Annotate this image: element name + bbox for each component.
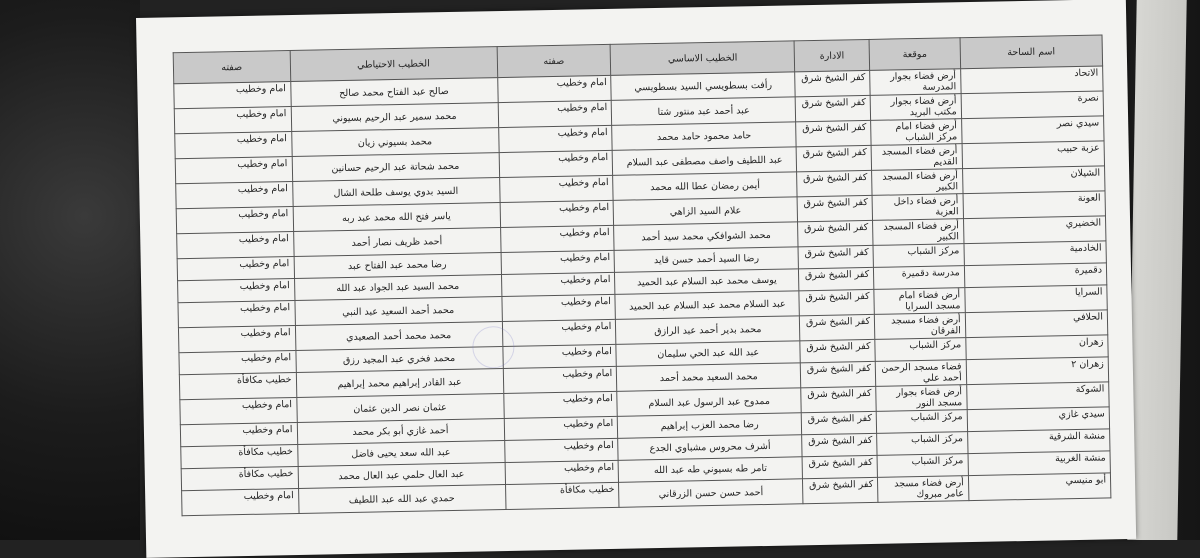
cell-r1: امام وخطيب xyxy=(503,366,617,393)
cell-name: سيدي غازي xyxy=(967,407,1110,432)
cell-r2: امام وخطيب xyxy=(174,107,291,134)
cell-name: الحلافي xyxy=(965,310,1108,338)
cell-loc: مركز الشباب xyxy=(876,410,967,434)
cell-r2: خطيب مكافأة xyxy=(181,466,298,490)
cell-loc: أرض فضاء بجوار مكتب البريد xyxy=(870,94,961,121)
cell-admin: كفر الشيخ شرق xyxy=(800,361,875,387)
cell-name: منشة الشرقية xyxy=(967,429,1110,454)
cell-r2: امام وخطيب xyxy=(175,157,292,184)
cell-admin: كفر الشيخ شرق xyxy=(795,95,870,121)
cell-r2: امام وخطيب xyxy=(176,182,293,209)
cell-r2: امام وخطيب xyxy=(177,257,294,281)
paper-stack-edge xyxy=(1127,0,1186,540)
cell-r1: امام وخطيب xyxy=(505,460,619,484)
cell-r1: امام وخطيب xyxy=(497,75,611,102)
cell-r2: امام وخطيب xyxy=(175,132,292,159)
cell-k2: محمد محمد أحمد الصعيدي xyxy=(295,322,502,351)
cell-r1: امام وخطيب xyxy=(500,225,614,252)
cell-k1: رضا محمد العزب إبراهيم xyxy=(618,413,802,439)
cell-name: زهران ٢ xyxy=(966,357,1109,385)
cell-loc: مدرسة دقميرة xyxy=(874,266,965,290)
cell-k2: رضا محمد عبد الفتاح عبد xyxy=(294,253,501,279)
header-main-role: صفته xyxy=(497,44,611,77)
cell-admin: كفر الشيخ شرق xyxy=(800,339,875,362)
cell-name: منشة الغربية xyxy=(968,451,1111,476)
cell-k2: محمد أحمد السعيد عبد النبي xyxy=(294,297,501,326)
cell-k1: حامد محمود حامد محمد xyxy=(612,122,796,151)
cell-r1: امام وخطيب xyxy=(501,250,615,274)
cell-admin: كفر الشيخ شرق xyxy=(797,195,872,221)
dark-background-left xyxy=(0,0,140,540)
cell-loc: أرض فضاء مسجد الفرقان xyxy=(874,313,965,340)
cell-admin: كفر الشيخ شرق xyxy=(799,267,874,290)
cell-k1: علام السيد الزاهي xyxy=(613,197,797,226)
cell-loc: مركز الشباب xyxy=(873,244,964,268)
cell-k1: عبد أحمد عبد منتور شتا xyxy=(612,97,796,126)
cell-k2: محمد السيد عبد الجواد عبد الله xyxy=(294,275,501,301)
cell-r1: امام وخطيب xyxy=(498,125,612,152)
cell-admin: كفر الشيخ شرق xyxy=(796,120,871,146)
cell-r1: امام وخطيب xyxy=(504,438,618,462)
cell-k1: رأفت بسطويسي السيد بسطويسي xyxy=(611,72,795,101)
cell-name: الخضيري xyxy=(963,216,1106,244)
cell-k2: عثمان نصر الدين عثمان xyxy=(296,394,503,423)
cell-loc: فضاء مسجد الرحمن أحمد علي xyxy=(875,360,966,387)
header-backup-khatib: الخطيب الاحتياطي xyxy=(290,47,498,82)
cell-k2: السيد بدوي يوسف طلحة الشال xyxy=(292,178,499,207)
cell-k1: أشرف محروس مشباوي الجدع xyxy=(618,435,802,461)
cell-admin: كفر الشيخ شرق xyxy=(797,170,872,196)
cell-name: نصرة xyxy=(961,91,1104,119)
document-sheet xyxy=(136,0,1136,558)
cell-admin: كفر الشيخ شرق xyxy=(802,455,877,478)
cell-loc: مركز الشباب xyxy=(877,454,968,478)
header-name: اسم الساحة xyxy=(960,35,1103,69)
cell-k1: محمد بدير أحمد عبد الرازق xyxy=(616,316,800,345)
cell-r2: امام وخطيب xyxy=(176,207,293,234)
cell-r2: امام وخطيب xyxy=(178,301,295,328)
cell-r2: امام وخطيب xyxy=(180,397,297,424)
cell-admin: كفر الشيخ شرق xyxy=(796,145,871,171)
header-backup-role: صفته xyxy=(173,51,290,84)
cell-admin: كفر الشيخ شرق xyxy=(799,314,874,340)
cell-k1: رضا السيد أحمد حسن قايد xyxy=(614,247,798,273)
cell-r1: امام وخطيب xyxy=(501,294,615,321)
cell-k1: عبد الله عبد الحي سليمان xyxy=(616,341,800,367)
cell-k2: عبد القادر إبراهيم محمد إبراهيم xyxy=(296,369,503,398)
cell-loc: مركز الشباب xyxy=(877,432,968,456)
cell-k1: أيمن رمضان عطا الله محمد xyxy=(613,172,797,201)
cell-admin: كفر الشيخ شرق xyxy=(801,411,876,434)
cell-r2: امام وخطيب xyxy=(180,422,297,446)
cell-k1: عبد اللطيف واصف مصطفى عبد السلام xyxy=(613,147,797,176)
cell-name: زهران xyxy=(965,335,1108,360)
cell-k2: محمد بسيوني زيان xyxy=(291,128,498,157)
cell-loc: أرض فضاء بجوار المدرسة xyxy=(870,69,961,96)
cell-r1: امام وخطيب xyxy=(499,175,613,202)
cell-k2: صالح عبد الفتاح محمد صالح xyxy=(290,78,497,107)
cell-k1: محمد السعيد محمد أحمد xyxy=(617,363,801,392)
cell-name: أبو منيسي xyxy=(968,473,1111,501)
cell-k1: أحمد حسن حسن الزرقاني xyxy=(619,479,803,508)
cell-k2: أحمد غازي أبو بكر محمد xyxy=(297,419,504,445)
cell-name: الخادمية xyxy=(964,241,1107,266)
cell-admin: كفر الشيخ شرق xyxy=(798,245,873,268)
cell-admin: كفر الشيخ شرق xyxy=(801,386,876,412)
cell-admin: كفر الشيخ شرق xyxy=(795,70,870,96)
cell-loc: أرض فضاء بجوار مسجد النور xyxy=(876,385,967,412)
cell-r2: امام وخطيب xyxy=(178,326,295,353)
cell-k2: عبد العال حلمي عبد العال محمد xyxy=(298,463,505,489)
cell-k2: ياسر فتح الله محمد عبد ربه xyxy=(293,203,500,232)
cell-r1: امام وخطيب xyxy=(502,319,616,346)
cell-loc: أرض فضاء المسجد الكبير xyxy=(873,219,964,246)
cell-name: عزبة حبيب xyxy=(962,141,1105,169)
cell-r1: امام وخطيب xyxy=(498,100,612,127)
cell-r2: خطيب مكافأة xyxy=(179,372,296,399)
cell-name: العونة xyxy=(963,191,1106,219)
cell-r2: خطيب مكافأة xyxy=(181,444,298,468)
cell-loc: أرض فضاء مسجد عامر مبروك xyxy=(878,476,969,503)
cell-k2: عبد الله سعد يحيى فاضل xyxy=(297,441,504,467)
cell-loc: مركز الشباب xyxy=(875,338,966,362)
cell-r2: امام وخطيب xyxy=(174,82,291,109)
cell-name: دقميرة xyxy=(964,263,1107,288)
cell-admin: كفر الشيخ شرق xyxy=(799,289,874,315)
cell-admin: كفر الشيخ شرق xyxy=(803,477,878,503)
cell-loc: أرض فضاء المسجد القديم xyxy=(871,144,962,171)
cell-r1: خطيب مكافأة xyxy=(505,482,619,509)
cell-admin: كفر الشيخ شرق xyxy=(802,433,877,456)
cell-k1: تامر طه بسيوني طه عبد الله xyxy=(618,457,802,483)
cell-loc: أرض فضاء امام مركز الشباب xyxy=(871,119,962,146)
cell-r1: امام وخطيب xyxy=(499,150,613,177)
cell-k1: محمد الشوافكي محمد سيد أحمد xyxy=(614,222,798,251)
cell-loc: أرض فضاء داخل العزبة xyxy=(872,194,963,221)
cell-r2: امام وخطيب xyxy=(182,488,299,515)
cell-r2: امام وخطيب xyxy=(179,351,296,375)
cell-r1: امام وخطيب xyxy=(502,344,616,368)
cell-admin: كفر الشيخ شرق xyxy=(798,220,873,246)
cell-name: الاتحاد xyxy=(960,66,1103,94)
cell-k2: محمد شحاتة عبد الرحيم حسانين xyxy=(292,153,499,182)
cell-loc: أرض فضاء امام مسجد السرايا xyxy=(874,288,965,315)
preachers-table xyxy=(173,34,1112,516)
cell-name: السرايا xyxy=(965,285,1108,313)
cell-k2: أحمد ظريف نصار أحمد xyxy=(293,228,500,257)
cell-name: سيدي نصر xyxy=(961,116,1104,144)
cell-r2: امام وخطيب xyxy=(178,279,295,303)
header-location: موقعة xyxy=(869,38,960,71)
cell-k1: عبد السلام محمد عبد السلام عبد الحميد xyxy=(615,291,799,320)
cell-k1: يوسف محمد عبد السلام عبد الحميد xyxy=(615,269,799,295)
header-admin: الادارة xyxy=(794,39,870,71)
cell-r1: امام وخطيب xyxy=(500,200,614,227)
cell-k2: محمد فخري عبد المجيد رزق xyxy=(295,347,502,373)
cell-r2: امام وخطيب xyxy=(177,232,294,259)
cell-loc: أرض فضاء المسجد الكبير xyxy=(872,169,963,196)
cell-r1: امام وخطيب xyxy=(501,272,615,296)
cell-k1: ممدوح عبد الرسول عبد السلام xyxy=(617,388,801,417)
cell-r1: امام وخطيب xyxy=(503,391,617,418)
cell-name: الشوكة xyxy=(966,382,1109,410)
cell-k2: حمدي عبد الله عبد اللطيف xyxy=(298,485,505,514)
cell-k2: محمد سمير عبد الرحيم بسيوني xyxy=(291,103,498,132)
cell-r1: امام وخطيب xyxy=(504,416,618,440)
cell-name: الشيلان xyxy=(962,166,1105,194)
header-main-khatib: الخطيب الاساسي xyxy=(610,41,794,76)
